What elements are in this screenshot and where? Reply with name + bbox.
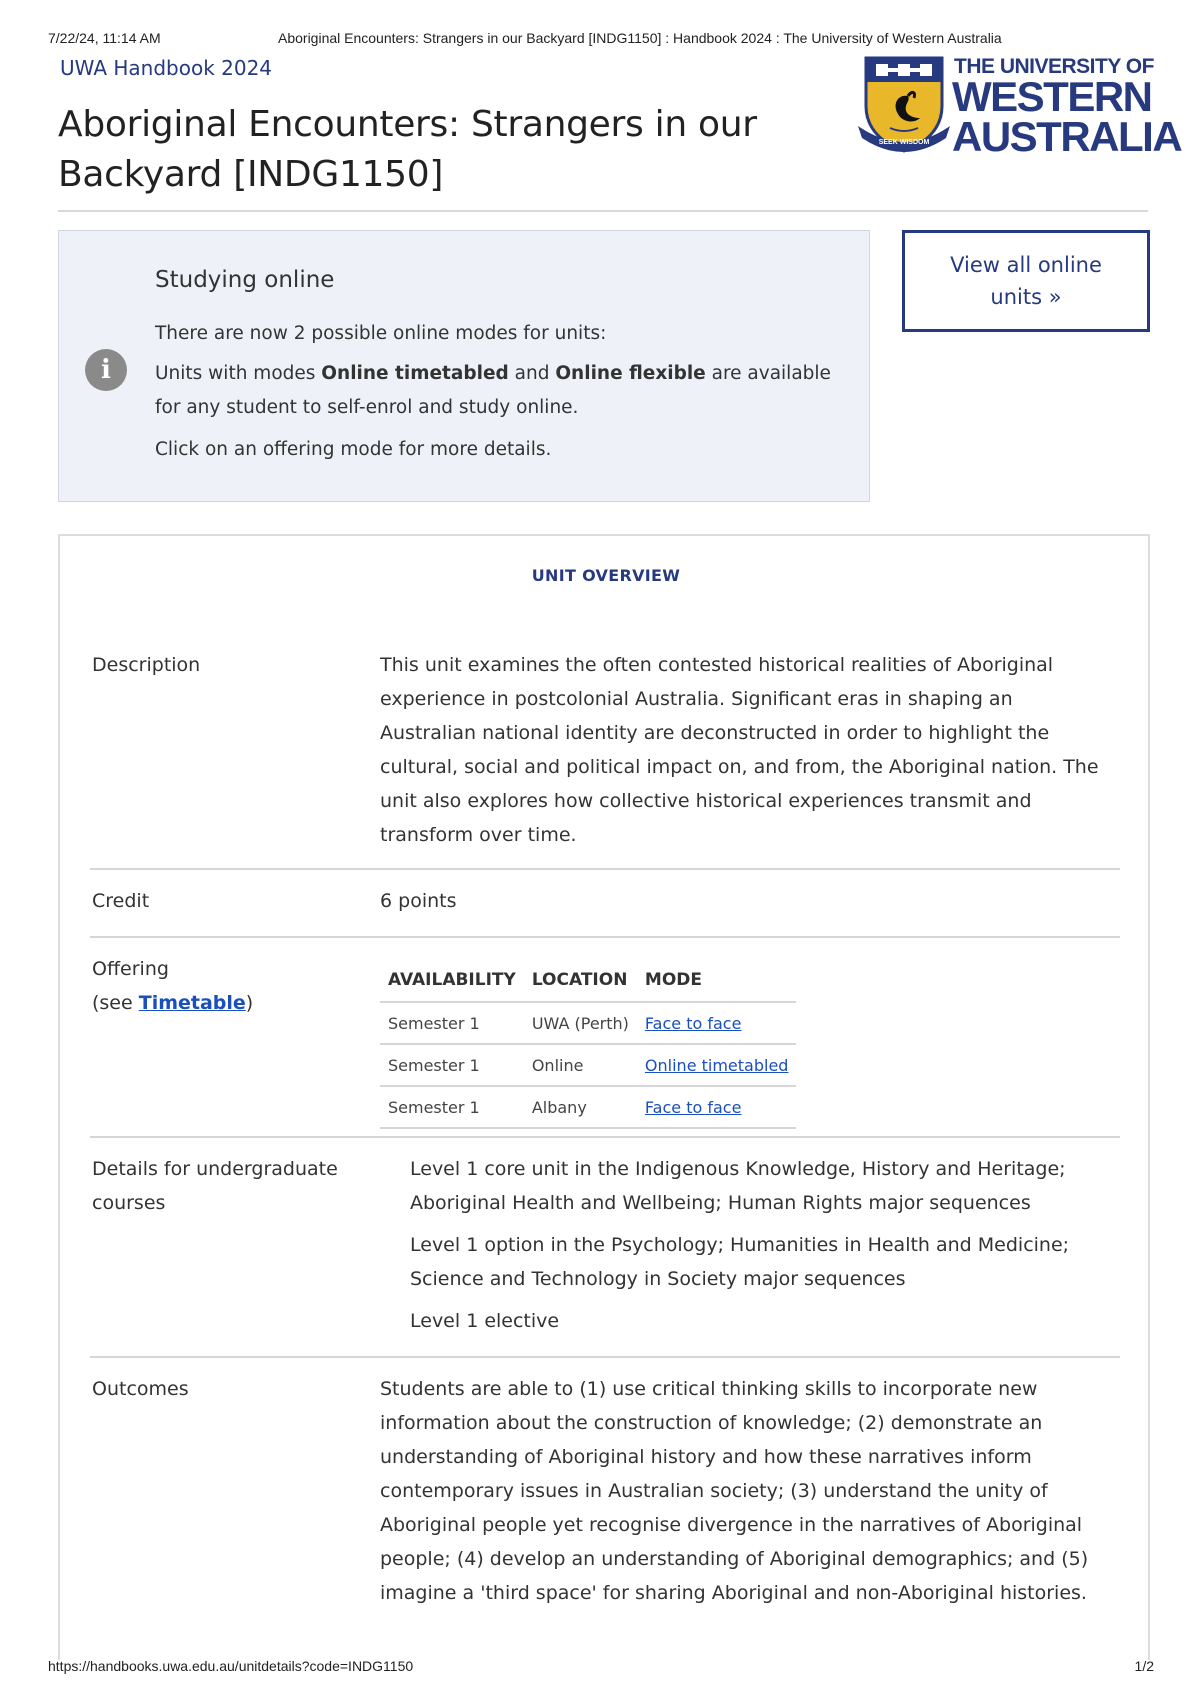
wordmark-line1: THE UNIVERSITY OF — [954, 55, 1154, 78]
col-availability: AVAILABILITY — [380, 966, 524, 1002]
notice-heading: Studying online — [155, 267, 335, 293]
title-divider — [58, 210, 1148, 212]
location-cell: Online — [524, 1044, 637, 1086]
location-cell: Albany — [524, 1086, 637, 1128]
unit-overview-panel — [58, 534, 1150, 1660]
offering-table — [380, 966, 796, 1129]
unit-overview-heading: UNIT OVERVIEW — [531, 566, 681, 585]
outcomes-row — [90, 1372, 1120, 1612]
details-item: Level 1 option in the Psychology; Humanities in Health and Medicine; Science and Technology in Society major sequences — [410, 1234, 1070, 1290]
uwa-logo[interactable] — [858, 54, 1182, 160]
online-button-line1: View all online — [950, 253, 1102, 277]
mode-link-online-timetabled[interactable]: Online timetabled — [644, 1055, 789, 1075]
offering-label: Offering (see Timetable) — [92, 958, 254, 1014]
col-mode: MODE — [637, 966, 797, 1002]
view-all-online-units-button[interactable] — [902, 230, 1150, 332]
mode-cell — [637, 1002, 797, 1044]
mode-link-face-to-face[interactable]: Face to face — [644, 1013, 742, 1033]
page-title-line2: Backyard [INDG1150] — [58, 154, 444, 195]
row-divider — [90, 1136, 1120, 1138]
row-divider — [90, 868, 1120, 870]
wordmark-line2: WESTERN — [952, 73, 1152, 120]
uwa-crest-icon — [858, 54, 950, 154]
chevron-right-double-icon: » — [1048, 285, 1062, 309]
print-datetime: 7/22/24, 11:14 AM — [48, 30, 161, 46]
studying-online-notice — [58, 230, 870, 502]
print-url: https://handbooks.uwa.edu.au/unitdetails?code=INDG1150 — [48, 1658, 414, 1674]
credit-label: Credit — [92, 890, 150, 912]
description-label: Description — [92, 654, 201, 676]
credit-row — [90, 884, 1120, 924]
print-page-title: Aboriginal Encounters: Strangers in our Backyard [INDG1150] : Handbook 2024 : The University of Western Australia — [278, 30, 1002, 46]
details-item: Level 1 core unit in the Indigenous Knowledge, History and Heritage; Aboriginal Health and Wellbeing; Human Rights major sequences — [410, 1158, 1066, 1214]
notice-line3: Click on an offering mode for more details. — [155, 439, 552, 460]
availability-cell: Semester 1 — [380, 1086, 524, 1128]
print-footer — [0, 1658, 1200, 1678]
mode-cell — [637, 1044, 797, 1086]
description-text: This unit examines the often contested historical realities of Aboriginal experience in postcolonial Australia. Significant eras in shaping an Australian national identity are deconstructed in order to highlight the cultural, social and political impact on, and from, the Aboriginal nation. The unit also explores how collective historical experiences transmit and transform over time. — [380, 654, 1099, 846]
location-cell: UWA (Perth) — [524, 1002, 637, 1044]
print-page-number: 1/2 — [1134, 1658, 1154, 1674]
handbook-brand-link[interactable]: UWA Handbook 2024 — [60, 56, 273, 80]
mode-online-flexible: Online flexible — [555, 363, 706, 384]
col-location: LOCATION — [524, 966, 637, 1002]
notice-line1: There are now 2 possible online modes for units: — [155, 323, 607, 344]
timetable-link[interactable]: Timetable — [138, 992, 246, 1014]
wordmark-line3: AUSTRALIA — [952, 113, 1182, 160]
details-list — [410, 1152, 1070, 1346]
table-row — [380, 1086, 796, 1128]
table-row — [380, 1002, 796, 1044]
online-button-line2: units — [990, 285, 1043, 309]
page-title — [58, 100, 758, 200]
print-header — [0, 30, 1200, 50]
mode-cell — [637, 1086, 797, 1128]
details-row — [90, 1152, 1120, 1332]
mode-link-face-to-face-albany[interactable]: Face to face — [644, 1097, 742, 1117]
outcomes-label: Outcomes — [92, 1378, 189, 1400]
row-divider — [90, 1356, 1120, 1358]
availability-cell: Semester 1 — [380, 1044, 524, 1086]
description-row — [90, 648, 1120, 846]
notice-line2: Units with modes Online timetabled and Online flexible are available for any student to self-enrol and study online. — [155, 363, 831, 418]
row-divider — [90, 936, 1120, 938]
mode-online-timetabled: Online timetabled — [321, 363, 509, 384]
credit-value: 6 points — [380, 890, 457, 912]
offering-row — [90, 952, 1120, 1132]
details-label: Details for undergraduate courses — [92, 1158, 338, 1214]
availability-cell: Semester 1 — [380, 1002, 524, 1044]
table-row — [380, 1044, 796, 1086]
crest-motto: SEEK WISDOM — [878, 139, 930, 146]
page-title-line1: Aboriginal Encounters: Strangers in our — [58, 104, 757, 145]
info-icon: i — [85, 349, 127, 391]
details-item: Level 1 elective — [410, 1310, 560, 1332]
outcomes-text: Students are able to (1) use critical thinking skills to incorporate new information about the construction of knowledge; (2) demonstrate an understanding of Aboriginal history and how these narratives inform contemporary issues in Australian society; (3) understand the unity of Aboriginal people yet recognise divergence in the narratives of Aboriginal people; (4) develop an understanding of Aboriginal demographics; and (5) imagine a 'third space' for sharing Aboriginal and non-Aboriginal histories. — [380, 1378, 1089, 1604]
